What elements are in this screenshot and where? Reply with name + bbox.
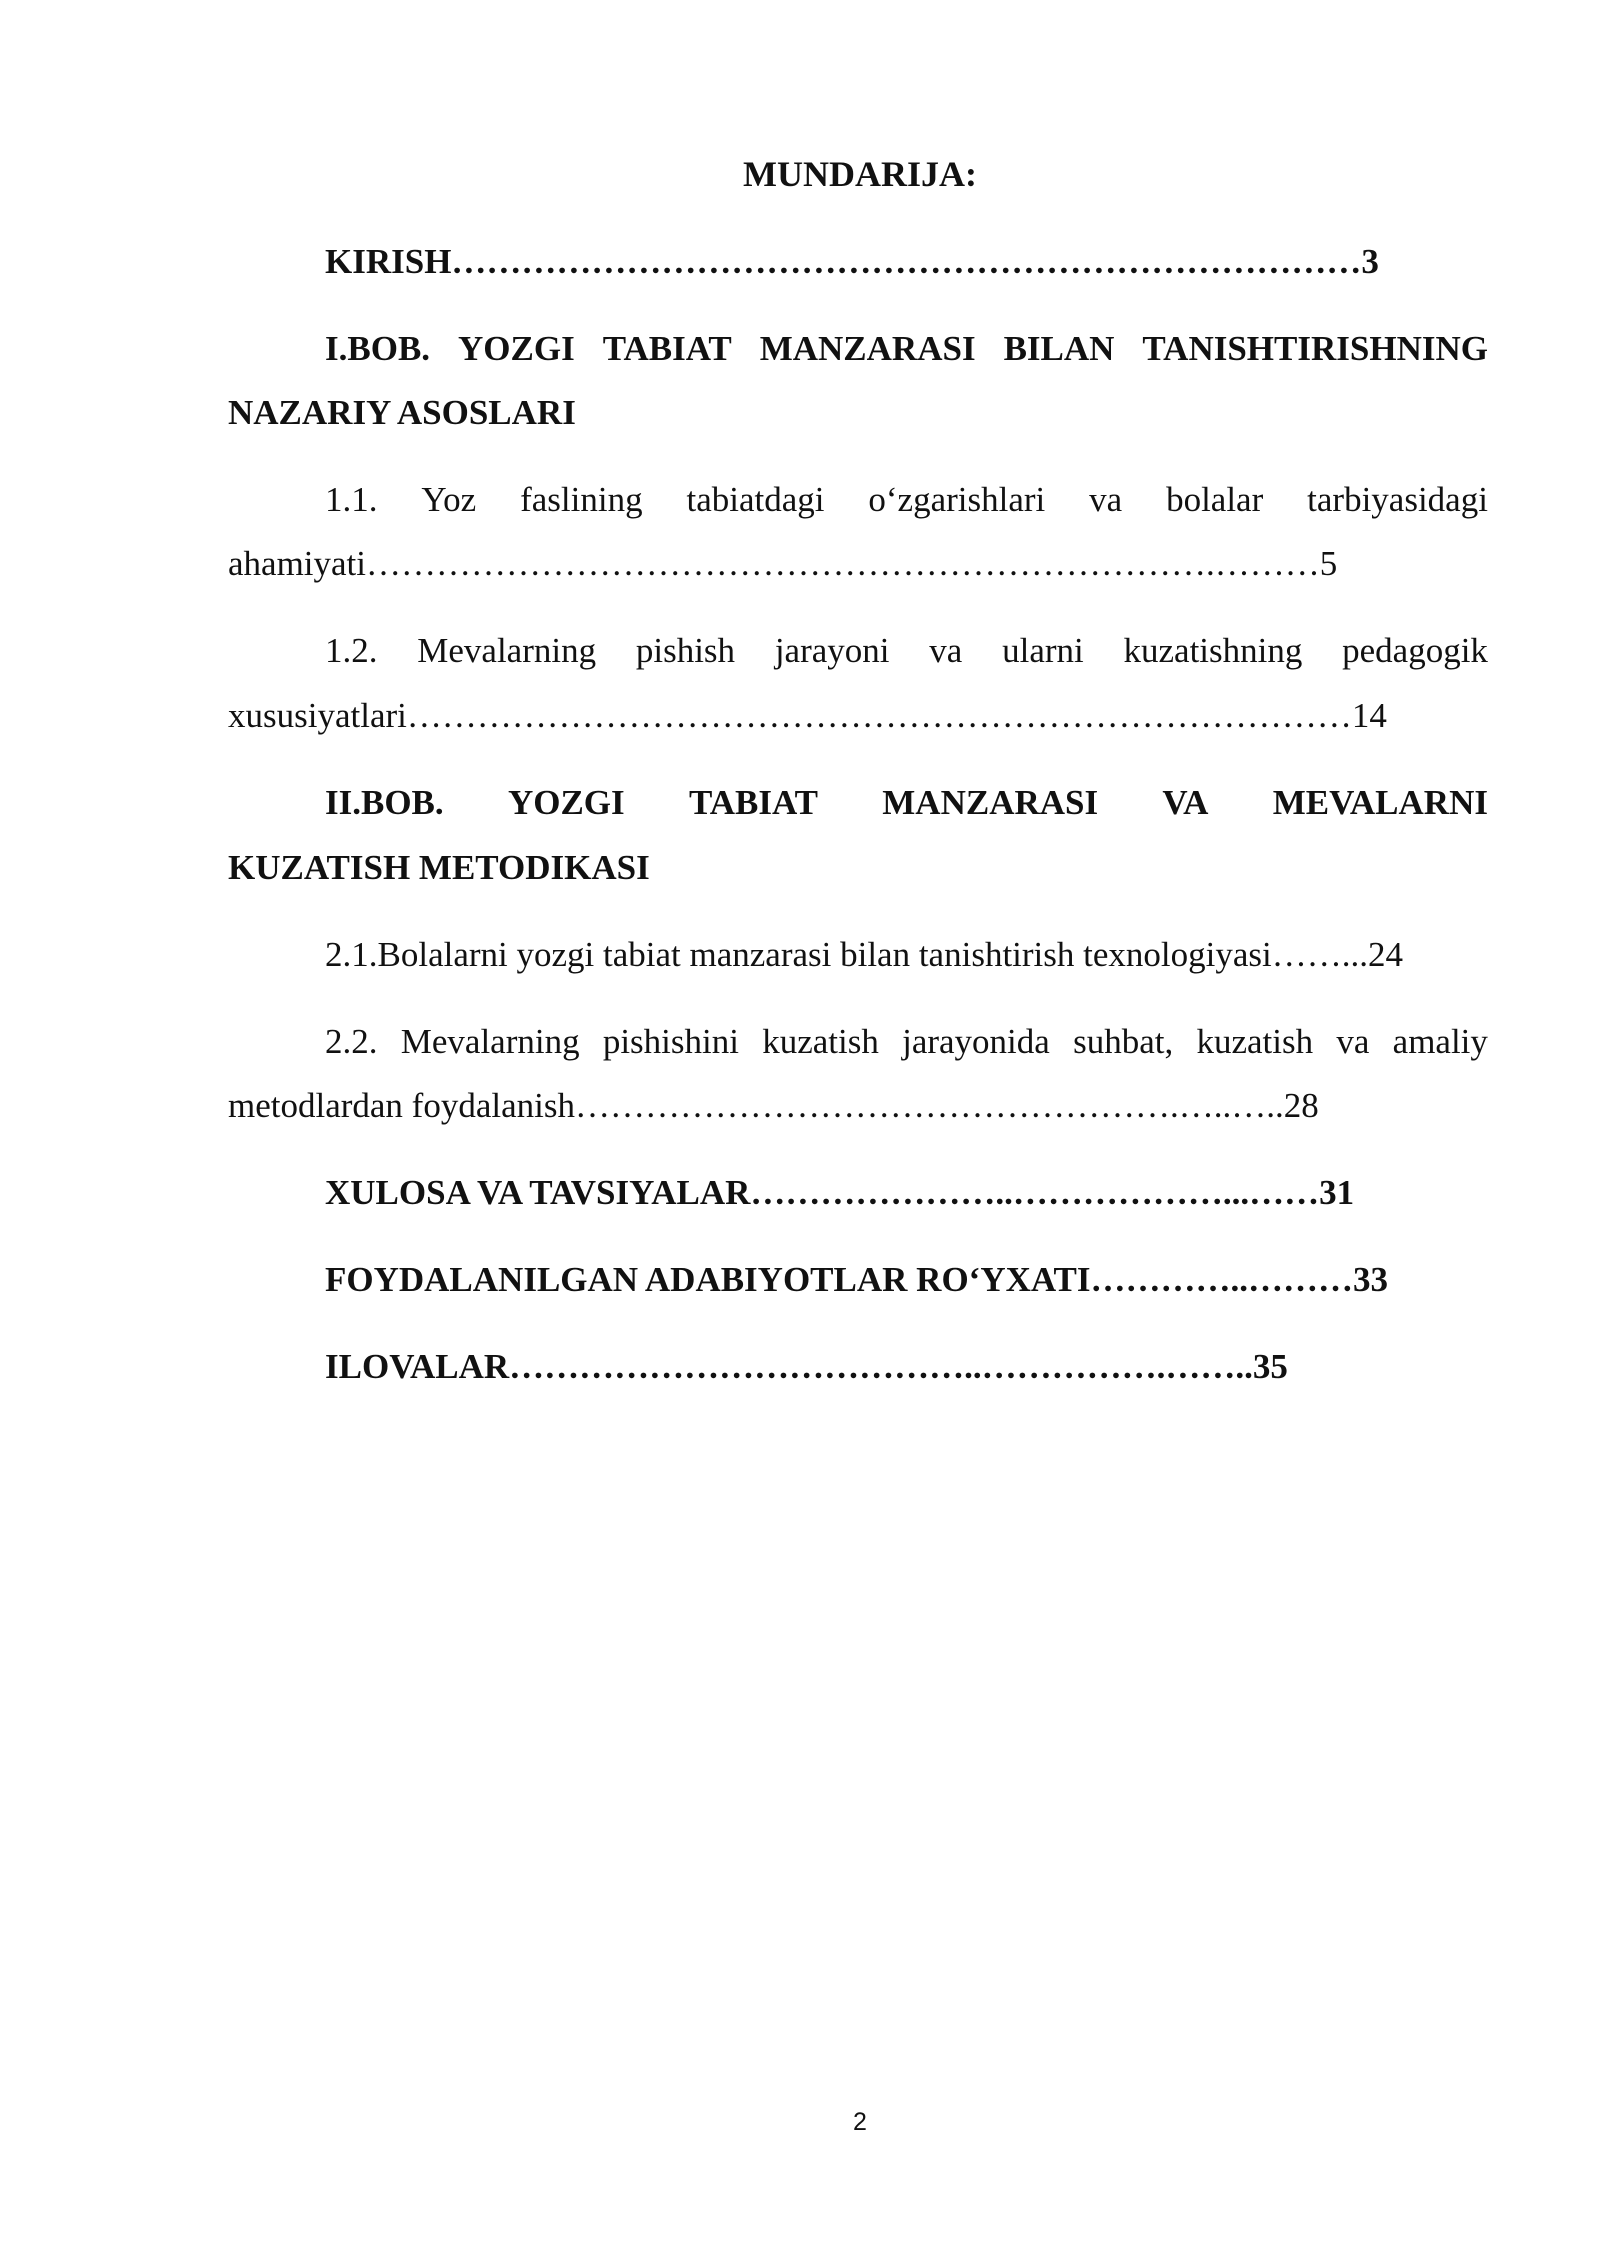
toc-word: bolalar (1166, 480, 1264, 519)
toc-word: MANZARASI (759, 329, 976, 368)
toc-entry-1-2-line2: xususiyatlari………………………………………………………………………14 (228, 696, 1387, 735)
toc-title: MUNDARIJA: (743, 154, 977, 194)
toc-word: tarbiyasidagi (1307, 480, 1488, 519)
toc-word: jarayonida (902, 1022, 1050, 1061)
toc-word: va (1089, 480, 1123, 519)
toc-word: I.BOB. (325, 329, 431, 368)
toc-word: pedagogik (1342, 631, 1488, 670)
toc-entry-1-1-line2: ahamiyati……………………………………………………………….………5 (228, 544, 1338, 583)
toc-entry-adabiyotlar: FOYDALANILGAN ADABIYOTLAR RO‘YXATI…………..………33 (325, 1260, 1389, 1299)
toc-word: kuzatish (762, 1022, 879, 1061)
toc-word: kuzatish (1196, 1022, 1314, 1061)
toc-entry-ilovalar: ILOVALAR…………………………………..…………….……..35 (325, 1347, 1288, 1386)
toc-entry-1-1-line1 (325, 478, 1488, 522)
toc-entry-1-2-line1 (325, 629, 1488, 673)
toc-word: II.BOB. (325, 783, 444, 822)
toc-word: 1.2. (325, 631, 378, 670)
toc-word: o‘zgarishlari (868, 480, 1046, 519)
toc-word: 1.1. (325, 480, 378, 519)
toc-word: Yoz (421, 480, 477, 519)
toc-word: amaliy (1392, 1022, 1488, 1061)
toc-word: YOZGI (458, 329, 575, 368)
toc-word: MANZARASI (882, 783, 1099, 822)
toc-entry-xulosa: XULOSA VA TAVSIYALAR…………………..………………...……31 (325, 1173, 1355, 1212)
toc-word: YOZGI (507, 783, 625, 822)
toc-word: suhbat, (1073, 1022, 1174, 1061)
page-number: 2 (853, 2108, 867, 2136)
toc-word: pishish (635, 631, 736, 670)
toc-word: TABIAT (688, 783, 818, 822)
toc-word: faslining (520, 480, 643, 519)
toc-word: Mevalarning (417, 631, 597, 670)
toc-entry-2-1: 2.1.Bolalarni yozgi tabiat manzarasi bilan tanishtirish texnologiyasi……...24 (325, 935, 1403, 974)
toc-word: va (929, 631, 963, 670)
toc-entry-bob1-line2: NAZARIY ASOSLARI (228, 393, 576, 432)
toc-word: Mevalarning (400, 1022, 580, 1061)
toc-word: TABIAT (602, 329, 732, 368)
toc-word: TANISHTIRISHNING (1142, 329, 1488, 368)
toc-entry-kirish: KIRISH……………………………………………………………………3 (325, 242, 1379, 281)
toc-word: pishishini (602, 1022, 739, 1061)
toc-word: tabiatdagi (686, 480, 825, 519)
toc-word: 2.2. (325, 1022, 378, 1061)
toc-word: kuzatishning (1123, 631, 1303, 670)
toc-word: va (1336, 1022, 1370, 1061)
toc-entry-bob2-line2: KUZATISH METODIKASI (228, 848, 650, 887)
toc-word: ularni (1002, 631, 1084, 670)
toc-word: BILAN (1003, 329, 1115, 368)
toc-entry-bob1-line1 (325, 327, 1488, 371)
toc-entry-2-2-line1 (325, 1020, 1488, 1064)
toc-entry-bob2-line1 (325, 781, 1488, 825)
toc-word: MEVALARNI (1272, 783, 1488, 822)
toc-entry-2-2-line2: metodlardan foydalanish…………………………………………….…..…..28 (228, 1086, 1319, 1125)
toc-word: VA (1162, 783, 1209, 822)
toc-word: jarayoni (774, 631, 890, 670)
